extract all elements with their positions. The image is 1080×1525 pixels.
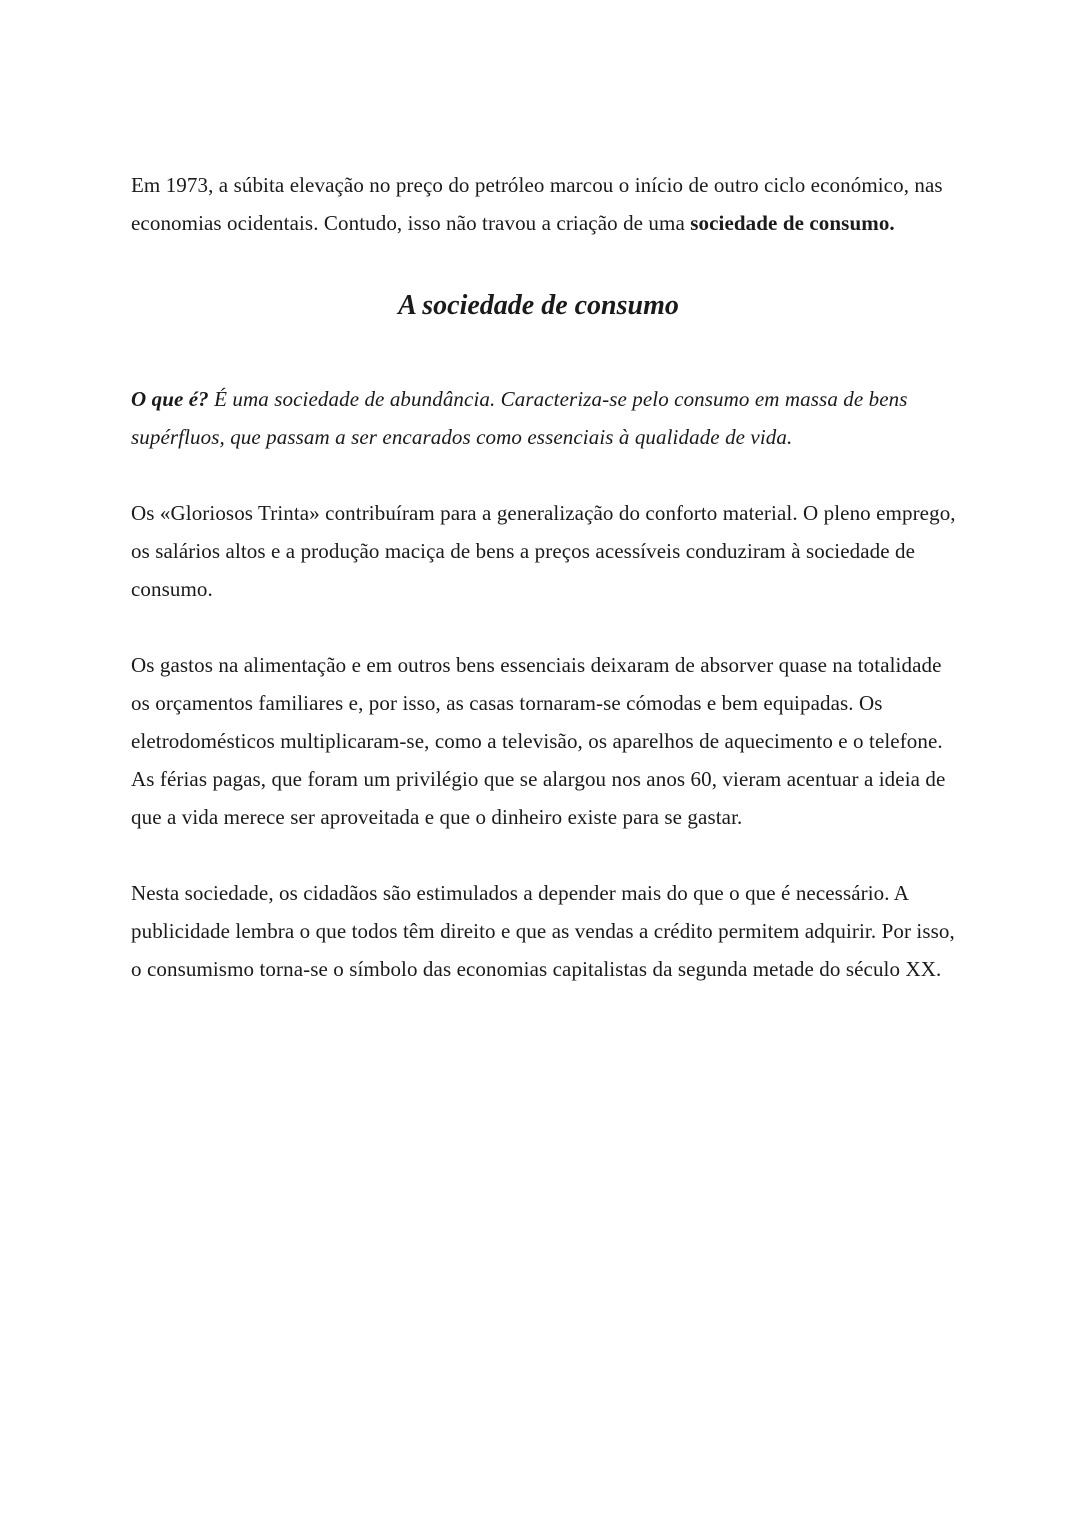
body-paragraph-2: Os gastos na alimentação e em outros bens essenciais deixaram de absorver quase na totalidade os orçamentos familiares e, por isso, as casas tornaram-se cómodas e bem equipadas. Os eletrodomésticos multiplicaram-se, como a televisão, os aparelhos de aquecimento e o telefone. As férias pagas, que foram um privilégio que se alargou nos anos 60, vieram acentuar a ideia de que a vida merece ser aproveitada e que o dinheiro existe para se gastar. bbox=[131, 653, 946, 829]
section-heading: A sociedade de consumo bbox=[398, 290, 679, 321]
document-page bbox=[131, 166, 961, 1026]
definition-paragraph bbox=[131, 380, 961, 456]
body-paragraph-1: Os «Gloriosos Trinta» contribuíram para a generalização do conforto material. O pleno emprego, os salários altos e a produção maciça de bens a preços acessíveis conduziram à sociedade de consumo. bbox=[131, 501, 956, 601]
intro-text: Em 1973, a súbita elevação no preço do petróleo marcou o início de outro ciclo económico, nas economias ocidentais. Contudo, isso não travou a criação de uma bbox=[131, 173, 943, 235]
body-paragraph-3: Nesta sociedade, os cidadãos são estimulados a depender mais do que o que é necessário. A publicidade lembra o que todos têm direito e que as vendas a crédito permitem adquirir. Por isso, o consumismo torna-se o símbolo das economias capitalistas da segunda metade do século XX. bbox=[131, 881, 955, 981]
definition-text: É uma sociedade de abundância. Caracteriza-se pelo consumo em massa de bens supérfluos, que passam a ser encarados como essenciais à qualidade de vida. bbox=[131, 387, 908, 449]
intro-bold-term: sociedade de consumo. bbox=[690, 211, 895, 235]
definition-lead: O que é? bbox=[131, 387, 209, 411]
intro-paragraph bbox=[131, 166, 961, 242]
